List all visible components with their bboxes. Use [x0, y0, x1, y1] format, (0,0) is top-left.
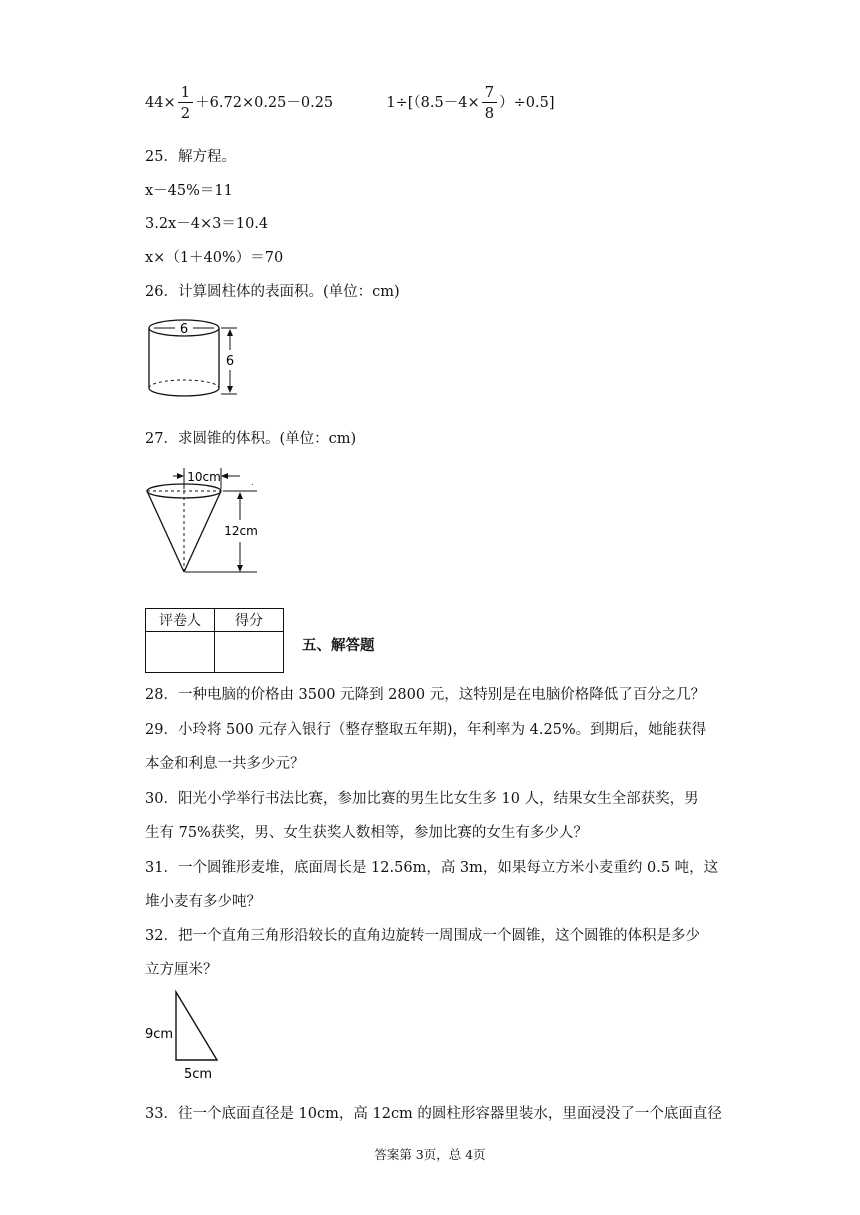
- expression-2: 1÷[（8.5－4× $\frac{7}{8}$ ）÷0.5]: [386, 83, 555, 122]
- q27-title: 27．求圆锥的体积。(单位：cm): [145, 431, 357, 447]
- q26-title: 26．计算圆柱体的表面积。(单位：cm): [145, 284, 400, 300]
- cone-height-label: 12cm: [224, 524, 258, 538]
- right-triangle-figure: [140, 988, 230, 1088]
- q28: 28．一种电脑的价格由 3500 元降到 2800 元，这特别是在电脑价格降低了百分之几？: [145, 687, 706, 703]
- q29-line-1: 29．小玲将 500 元存入银行（整存整取五年期)，年利率为 4.25%。到期后，她能获得: [145, 722, 707, 738]
- q31-line-1: 31．一个圆锥形麦堆，底面周长是 12.56m，高 3m，如果每立方米小麦重约 0.5 吨，这: [145, 860, 719, 876]
- q30-line-1: 30．阳光小学举行书法比赛，参加比赛的男生比女生多 10 人，结果女生全部获奖，男: [145, 791, 699, 807]
- q25-equation-1: x－45%＝11: [145, 183, 233, 199]
- svg-text:.: .: [251, 478, 254, 487]
- cylinder-diameter-label: 6: [179, 322, 189, 337]
- q31-line-2: 堆小麦有多少吨？: [145, 894, 261, 910]
- section-title: 五、解答题: [302, 638, 375, 654]
- grader-cell: [146, 632, 215, 673]
- q32-line-2: 立方厘米？: [145, 962, 218, 978]
- q30-line-2: 生有 75%获奖，男、女生获奖人数相等，参加比赛的女生有多少人？: [145, 825, 588, 841]
- triangle-height-label: 9cm: [145, 1027, 174, 1042]
- cone-diameter-label: 10cm: [187, 470, 221, 484]
- q29-line-2: 本金和利息一共多少元？: [145, 756, 305, 772]
- fraction-seven-eighths: $\frac{7}{8}$: [482, 82, 498, 123]
- expression-1: 44× $\frac{1}{2}$ ＋6.72×0.25－0.25: [145, 83, 334, 122]
- expression-row: [145, 82, 555, 123]
- q25-equation-3: x×（1＋40%）＝70: [145, 250, 284, 266]
- cylinder-height-label: 6: [225, 354, 235, 369]
- score-header: 得分: [215, 609, 284, 632]
- fraction-one-half: $\frac{1}{2}$: [178, 82, 194, 123]
- cone-figure: [140, 462, 265, 584]
- score-table: [145, 608, 284, 673]
- page-footer: 答案第 3页，总 4页: [374, 1147, 486, 1162]
- grader-header: 评卷人: [146, 609, 215, 632]
- triangle-base-label: 5cm: [184, 1067, 213, 1082]
- score-cell: [215, 632, 284, 673]
- q25-equation-2: 3.2x－4×3＝10.4: [145, 216, 269, 232]
- cylinder-figure: [140, 316, 250, 408]
- q32-line-1: 32．把一个直角三角形沿较长的直角边旋转一周围成一个圆锥，这个圆锥的体积是多少: [145, 928, 700, 944]
- q33-line-1: 33．往一个底面直径是 10cm，高 12cm 的圆柱形容器里装水，里面浸没了一个底面直径: [145, 1106, 722, 1122]
- q25-title: 25．解方程。: [145, 149, 236, 165]
